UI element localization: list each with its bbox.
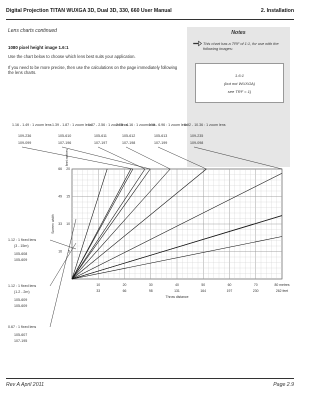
lens-group-name: 1.16 - 1.49 : 1 zoom lens [12,123,52,127]
lens-part-number: 105-613 [154,134,168,138]
lens-range-label: (1.2 - 2m) [14,290,30,294]
y-tick-label-metres: 20 [66,167,70,172]
notes-line: see TRF = 1) [227,89,252,94]
x-tick-label-metres: 20 [122,283,127,287]
x-tick-label-metres: 70 [253,283,258,287]
x-tick-label-metres: 80 metres [274,283,290,287]
y-tick-label-feet: 66 [58,167,62,172]
x-tick-label-feet: 33 [96,289,101,293]
lens-part-number: 105-612 [122,134,136,138]
y-unit-label: feet metres [65,149,69,166]
lens-group-name: 1.39 - 1.87 : 1 zoom lens [52,123,92,127]
notes-text: This chart has a TRF of 1:1, for use with the following images: [203,41,279,51]
notes-title: Notes [231,30,246,36]
y-tick-label-feet: 49 [58,194,62,199]
x-tick-label-feet: 164 [200,289,207,293]
lens-group-name: 1.87 - 2.56 : 1 zoom lens [88,123,128,127]
y-tick-label-metres: 15 [66,194,70,199]
lens-part-number: 107-197 [94,141,108,145]
chapter-title: 2. Installation [260,8,294,14]
x-tick-label-feet: 66 [122,289,127,293]
image-format-title: 1080 pixel height image 1.6:1 [8,45,69,50]
notes-line: 1.6:1 [235,73,244,78]
lens-part-number: 109-235 [190,134,204,138]
lens-part-number: 105-610 [58,134,72,138]
leader-line [98,147,145,169]
lens-part-number: 105-607 [14,333,28,337]
chart-grid [72,169,282,279]
leader-line [158,147,206,169]
y-tick-label-metres: 10 [66,222,70,227]
chart-labels [8,123,290,343]
lens-part-number: 107-198 [122,141,136,145]
section-title: Lens charts continued [8,28,57,34]
lens-group-name: 6.92 - 10.36 : 1 zoom lens [184,123,226,127]
lens-part-number: 109-098 [190,141,204,145]
lens-range-label: (3 - 15m) [14,244,29,248]
y-tick-label-feet: 33 [58,222,62,227]
x-tick-label-metres: 60 [227,283,232,287]
instruction-paragraph: If you need to be more precise, then use the calculations on the page immediately following the lens charts. [8,65,178,76]
x-tick-label-feet: 262 feet [275,289,289,293]
y-tick-label-metres: 5 [68,249,70,254]
lens-group-name: 1.12 : 1 fixed lens [8,284,37,288]
leader-line [126,147,170,169]
lens-part-number: 105-609 [14,304,28,308]
footer-divider [6,378,294,379]
x-tick-label-feet: 98 [148,289,153,293]
x-tick-label-feet: 131 [174,289,180,293]
x-axis-label: Throw distance [165,295,189,299]
notes-line: (but not WUXGA) [223,81,256,86]
lens-part-number: 107-196 [58,141,72,145]
lens-group-name: 2.56 - 4.16 : 1 zoom lens [116,123,156,127]
lens-part-number: 109-236 [18,134,32,138]
x-tick-label-metres: 40 [175,283,179,287]
manual-title: Digital Projection TITAN WUXGA 3D, Dual 3D, 330, 660 User Manual [6,8,172,14]
x-tick-label-metres: 10 [96,283,101,287]
y-tick-label-feet: 16 [58,249,62,254]
x-tick-label-feet: 230 [252,289,259,293]
lens-group-name: 0.67 : 1 fixed lens [8,325,37,329]
lens-part-number: 107-195 [14,339,28,343]
lens-group-name: 4.16 - 6.96 : 1 zoom lens [148,123,188,127]
page-footer [6,382,294,390]
lens-group-name: 1.12 : 1 fixed lens [8,238,37,242]
x-tick-label-feet: 197 [226,289,233,293]
page-number: Page 2.9 [273,382,294,388]
leader-line [22,147,133,172]
leader-line [62,147,150,172]
revision-label: Rev A April 2011 [6,382,44,388]
lens-part-number: 105-611 [94,134,107,138]
instruction-paragraph: Use the chart below to choose which lens best suits your application. [8,54,136,59]
lens-part-number: 105-609 [14,298,28,302]
y-axis-label: Screen width [51,214,55,234]
lens-part-number: 109-099 [18,141,32,145]
lens-part-number: 105-608 [14,252,28,256]
lens-part-number: 105-609 [14,258,28,262]
leader-line [194,147,282,169]
x-tick-label-metres: 50 [201,283,206,287]
lens-part-number: 107-199 [154,141,168,145]
x-tick-label-metres: 30 [148,283,153,287]
chart-lines [22,147,282,327]
